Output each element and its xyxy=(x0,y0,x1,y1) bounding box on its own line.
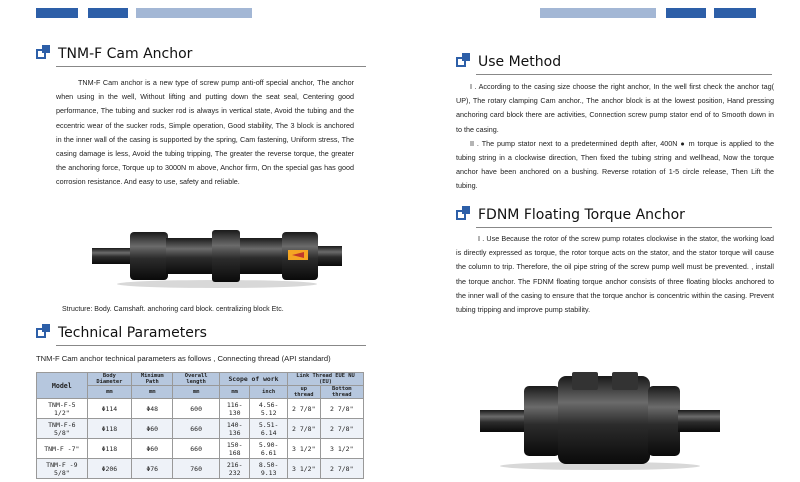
cell-min: Φ48 xyxy=(132,399,173,419)
cell-up: 2 7/8" xyxy=(287,419,320,439)
technical-parameters-title: Technical Parameters xyxy=(58,325,207,341)
fdnm-heading xyxy=(456,207,772,223)
use-method-title: Use Method xyxy=(478,54,562,70)
section-icon xyxy=(36,326,52,340)
cell-len: 600 xyxy=(173,399,220,419)
unit-mm: mm xyxy=(87,386,131,399)
cell-len: 760 xyxy=(173,459,220,479)
cell-model: TNM-F -9 5/8" xyxy=(37,459,88,479)
right-page xyxy=(400,0,800,482)
cell-model: TNM-F-6 5/8" xyxy=(37,419,88,439)
cell-inch: 8.50-9.13 xyxy=(250,459,288,479)
col-min-path: Minimum Path xyxy=(132,373,173,386)
section-icon xyxy=(36,47,52,61)
cam-anchor-image xyxy=(92,222,342,290)
unit-mm: mm xyxy=(173,386,220,399)
unit-mm: mm xyxy=(219,386,249,399)
fdnm-description: I . Use Because the rotor of the screw pump rotates clockwise in the stator, the working load is directly expressed as torque, the rotor torque acts on the stator, and the stator torque will cause the column to trip. Therefore, the oil pipe string of the screw pump well must be prevented. , install the torque anchor. The FDNM floating torque anchor consists of three floating blocks anchored to the inner wall of the casing to ensure that the torque anchor is concentric within the casing. Prevent tubing tripping and improve pump stability. xyxy=(456,234,774,315)
table-row xyxy=(37,459,364,479)
cell-body: Φ206 xyxy=(87,459,131,479)
structure-caption: Structure: Body. Camshaft. anchoring card block. centralizing block Etc. xyxy=(62,306,284,313)
cell-up: 2 7/8" xyxy=(287,399,320,419)
cell-min: Φ60 xyxy=(132,439,173,459)
cell-body: Φ118 xyxy=(87,419,131,439)
cell-mm: 150-168 xyxy=(219,439,249,459)
cell-model: TNM-F-5 1/2" xyxy=(37,399,88,419)
cam-anchor-heading xyxy=(36,46,366,62)
col-up-thread: up thread xyxy=(287,386,320,399)
col-overall-length: Overall length xyxy=(173,373,220,386)
cell-mm: 116-130 xyxy=(219,399,249,419)
cell-model: TNM-F -7" xyxy=(37,439,88,459)
col-scope: Scope of work xyxy=(219,373,287,386)
use-method-step-1: I . According to the casing size choose the right anchor, In the well first check the anchor tag( UP), The rotary clamping Cam anchor., The anchor block is at the lowest position, Hand pressing anchoring card block there are activities, Connection screw pump stator end of to Smooth down in to the casing. xyxy=(456,82,774,134)
col-model: Model xyxy=(37,373,88,399)
cell-mm: 216-232 xyxy=(219,459,249,479)
cell-body: Φ114 xyxy=(87,399,131,419)
cell-up: 3 1/2" xyxy=(287,459,320,479)
technical-parameters-table xyxy=(36,372,364,479)
use-method-step-2: II . The pump stator next to a predetermined depth after, 400N ● m torque is applied to the tubing string in a clockwise direction, Then fixed the tubing string and wellhead, Now the torque anchor have been anchored on a bushing. Reverse rotation of 1-5 circle release, Then Lift the tubing. xyxy=(456,138,774,191)
heading-underline xyxy=(476,227,772,228)
use-method-heading xyxy=(456,54,772,70)
table-row xyxy=(37,399,364,419)
col-link-thread: Link Thread EUE NU (EU) xyxy=(287,373,363,386)
unit-inch: inch xyxy=(250,386,288,399)
col-bottom-thread: Bottom thread xyxy=(320,386,363,399)
unit-mm: mm xyxy=(132,386,173,399)
cell-bottom: 2 7/8" xyxy=(320,459,363,479)
fdnm-text xyxy=(456,232,774,317)
col-body-diameter: Body Diameter xyxy=(87,373,131,386)
cell-bottom: 3 1/2" xyxy=(320,439,363,459)
cell-body: Φ118 xyxy=(87,439,131,459)
cell-bottom: 2 7/8" xyxy=(320,399,363,419)
cell-min: Φ76 xyxy=(132,459,173,479)
section-icon xyxy=(456,55,472,69)
heading-underline xyxy=(56,66,366,67)
table-row xyxy=(37,439,364,459)
technical-parameters-heading xyxy=(36,325,366,341)
cell-up: 3 1/2" xyxy=(287,439,320,459)
use-method-text xyxy=(456,80,774,194)
technical-parameters-intro: TNM-F Cam anchor technical parameters as follows , Connecting thread (API standard) xyxy=(36,354,331,363)
fdnm-anchor-image xyxy=(480,372,720,472)
cell-inch: 5.51-6.14 xyxy=(250,419,288,439)
cam-anchor-title: TNM-F Cam Anchor xyxy=(58,46,193,62)
cell-inch: 5.90-6.61 xyxy=(250,439,288,459)
heading-underline xyxy=(56,345,366,346)
section-icon xyxy=(456,208,472,222)
fdnm-title: FDNM Floating Torque Anchor xyxy=(478,207,685,223)
cell-len: 660 xyxy=(173,419,220,439)
table-row xyxy=(37,419,364,439)
cell-len: 660 xyxy=(173,439,220,459)
cell-inch: 4.56-5.12 xyxy=(250,399,288,419)
cell-bottom: 2 7/8" xyxy=(320,419,363,439)
cam-anchor-description: TNM-F Cam anchor is a new type of screw pump anti-off special anchor, The anchor when using in the well, Without lifting and putting down the seat seal, Centering good performance, The tubing and sucker rod is always in vertical state, Avoid the tubing and the eccentric wear of the sucker rods, Simple operation, Good stability, The 3 block is anchored in the inner wall of the casing is supported by the spring, Cam fastening, Uniform stress, The casing damage is less, Avoid the tubing tripping, The greater the reverse torque, the greater the anchoring force, Torque up to 3000N m above, Anchor firm, On the special gas has good corrosion resistance. And easy to use, safety and reliable. xyxy=(56,78,354,187)
heading-underline xyxy=(476,74,772,75)
cell-mm: 140-136 xyxy=(219,419,249,439)
cell-min: Φ60 xyxy=(132,419,173,439)
